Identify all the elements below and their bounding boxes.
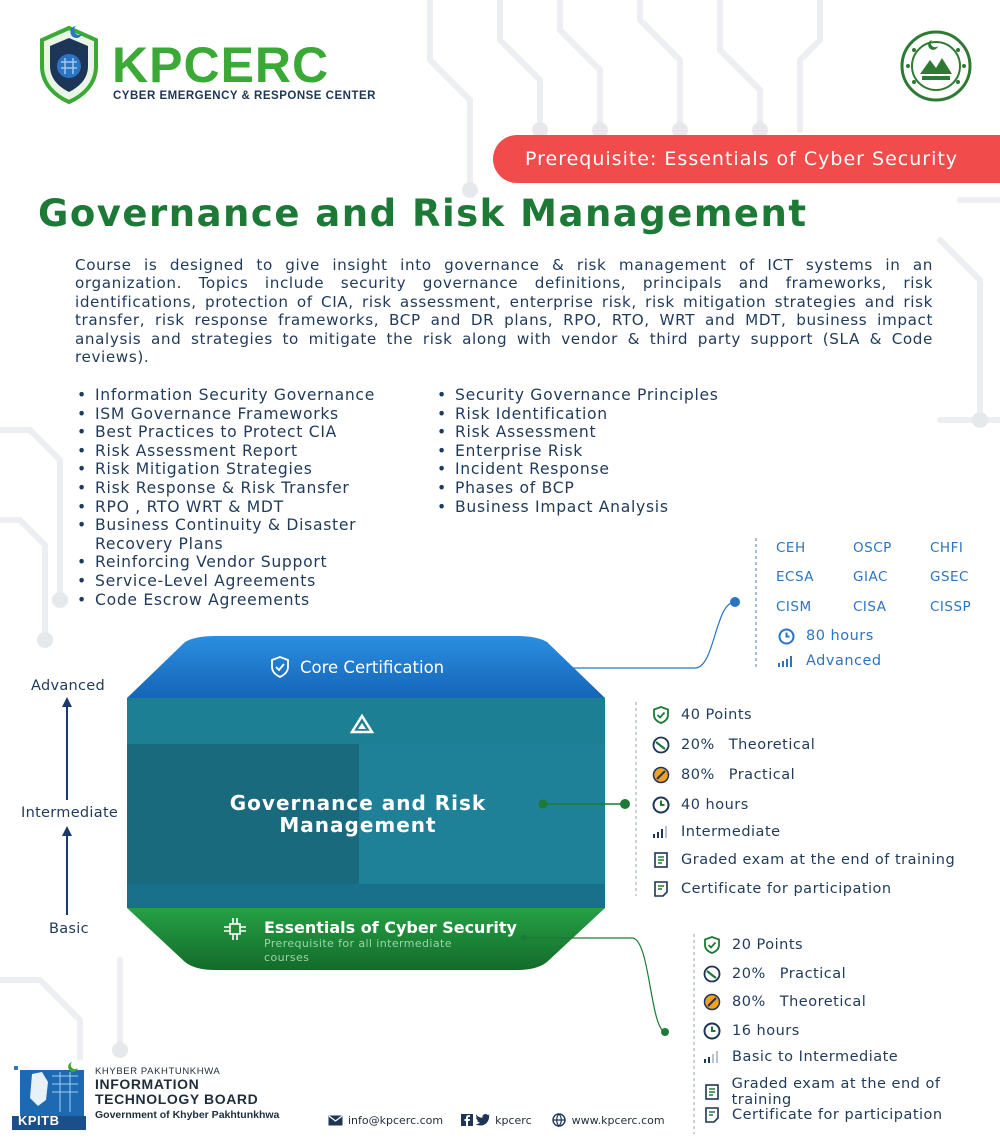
prereq-practical-label: Practical bbox=[779, 966, 847, 982]
mail-icon bbox=[328, 1115, 343, 1126]
level-arrows bbox=[60, 695, 74, 915]
topics-list-right bbox=[435, 386, 755, 516]
topic-item: • Incident Response bbox=[435, 460, 755, 479]
topic-item: • Business Continuity & Disaster Recovery Plans bbox=[75, 516, 380, 553]
gauge-icon bbox=[702, 992, 722, 1012]
prereq-connector bbox=[520, 928, 710, 1138]
topic-item: • Risk Assessment bbox=[435, 423, 755, 442]
kpitb-badge: KPITB bbox=[18, 1113, 60, 1128]
core-certification-label: Core Certification bbox=[300, 658, 445, 677]
theory-row bbox=[651, 735, 815, 755]
pyramid-title-line1: Governance and Risk bbox=[229, 791, 487, 815]
kpitb-line2: INFORMATION bbox=[95, 1076, 200, 1092]
kp-government-emblem bbox=[898, 28, 974, 104]
topic-item: • Best Practices to Protect CIA bbox=[75, 423, 380, 442]
globe-icon bbox=[552, 1113, 566, 1127]
gauge-icon bbox=[651, 735, 671, 755]
gauge-icon bbox=[651, 765, 671, 785]
certificate-row bbox=[651, 879, 892, 899]
cert-item: GIAC bbox=[853, 569, 888, 585]
signal-bars-icon bbox=[702, 1047, 722, 1067]
contact-email[interactable]: info@kpcerc.com bbox=[348, 1113, 444, 1127]
prereq-certificate-row bbox=[702, 1105, 943, 1125]
exam-sheet-icon bbox=[651, 850, 671, 870]
topic-item: • ISM Governance Frameworks bbox=[75, 405, 380, 424]
topics-list-left bbox=[75, 386, 375, 609]
level-advanced: Advanced bbox=[31, 678, 106, 694]
signal-bars-icon bbox=[651, 822, 671, 842]
topic-item: • Enterprise Risk bbox=[435, 442, 755, 461]
topic-item: • RPO , RTO WRT & MDT bbox=[75, 498, 380, 517]
course-title: Governance and Risk Management bbox=[38, 192, 808, 235]
level-basic: Basic bbox=[49, 921, 89, 937]
exam: Graded exam at the end of training bbox=[681, 852, 956, 868]
kpitb-line3: TECHNOLOGY BOARD bbox=[95, 1091, 259, 1107]
theory-percent: 20% bbox=[681, 737, 715, 753]
practical-percent: 80% bbox=[681, 767, 715, 783]
cert-item: CISSP bbox=[930, 599, 972, 615]
points-row bbox=[651, 705, 752, 725]
certificate-icon bbox=[651, 879, 671, 899]
prereq-points-row bbox=[702, 935, 803, 955]
kpitb-line4: Government of Khyber Pakhtunkhwa bbox=[95, 1109, 280, 1121]
topic-item: • Business Impact Analysis bbox=[435, 498, 755, 517]
prereq-level: Basic to Intermediate bbox=[732, 1049, 899, 1065]
contact-social[interactable]: kpcerc bbox=[495, 1113, 532, 1127]
clock-icon bbox=[651, 795, 671, 815]
points: 40 Points bbox=[681, 707, 753, 723]
signal-bars-icon bbox=[776, 651, 796, 671]
clock-icon bbox=[776, 626, 796, 646]
topic-item: • Risk Identification bbox=[435, 405, 755, 424]
level-row bbox=[651, 822, 781, 842]
shield-check-icon bbox=[702, 935, 722, 955]
level: Intermediate bbox=[681, 824, 781, 840]
pyramid-course-title bbox=[200, 792, 516, 836]
prereq-exam: Graded exam at the end of training bbox=[731, 1076, 941, 1108]
brand-subtitle: CYBER EMERGENCY & RESPONSE CENTER bbox=[113, 90, 376, 102]
shield-check-icon bbox=[651, 705, 671, 725]
practical-label: Practical bbox=[728, 767, 796, 783]
topic-item: • Service-Level Agreements bbox=[75, 572, 380, 591]
exam-row bbox=[651, 850, 955, 870]
prereq-practical-percent: 20% bbox=[732, 966, 766, 982]
topic-item: • Phases of BCP bbox=[435, 479, 755, 498]
prereq-practical-row bbox=[702, 964, 846, 984]
prereq-level-row bbox=[702, 1047, 898, 1067]
cert-item: GSEC bbox=[930, 569, 969, 585]
prereq-theory-percent: 80% bbox=[732, 994, 766, 1010]
pyramid-title-line2: Management bbox=[279, 813, 437, 837]
topic-item: • Risk Response & Risk Transfer bbox=[75, 479, 380, 498]
practical-row bbox=[651, 765, 795, 785]
prereq-points: 20 Points bbox=[732, 937, 804, 953]
cert-item: OSCP bbox=[853, 540, 892, 556]
prereq-course-subtitle bbox=[264, 937, 452, 965]
cert-item: CHFI bbox=[930, 540, 964, 556]
contact-bar bbox=[328, 1113, 665, 1127]
kpitb-name bbox=[95, 1077, 258, 1107]
topic-item: • Risk Mitigation Strategies bbox=[75, 460, 380, 479]
prereq-theory-label: Theoretical bbox=[779, 994, 867, 1010]
exam-sheet-icon bbox=[702, 1082, 722, 1102]
shield-icon bbox=[270, 656, 290, 678]
core-level: Advanced bbox=[806, 653, 882, 669]
course-description: Course is designed to give insight into governance & risk management of ICT systems in an organization. Topics include security governance definitions, principals and frameworks, risk identifications, protection of CIA, risk assessment, enterprise risk, risk mitigation strategies and risk transfer, risk response frameworks, BCP and DR plans, RPO, RTO, WRT and MDT, business impact analysis and strategies to mitigate the risk along with vendor & third party support (SLA & Code reviews). bbox=[75, 256, 933, 367]
level-intermediate: Intermediate bbox=[21, 805, 119, 821]
cert-item: CEH bbox=[776, 540, 806, 556]
circuit-chip-icon bbox=[222, 916, 248, 942]
prereq-exam-row bbox=[702, 1076, 1000, 1108]
topic-item: • Security Governance Principles bbox=[435, 386, 755, 405]
prerequisite-label: Prerequisite: Essentials of Cyber Security bbox=[525, 148, 959, 170]
kpitb-line1: KHYBER PAKHTUNKHWA bbox=[95, 1066, 221, 1077]
kpcerc-shield-logo bbox=[36, 22, 102, 106]
hours: 40 hours bbox=[681, 797, 749, 813]
prereq-subtitle-line2: courses bbox=[264, 951, 310, 964]
twitter-icon[interactable] bbox=[476, 1114, 490, 1126]
topic-item: • Reinforcing Vendor Support bbox=[75, 553, 380, 572]
certificate-icon bbox=[702, 1105, 722, 1125]
prereq-hours-row bbox=[702, 1021, 800, 1041]
brand-name: KPCERC bbox=[112, 37, 330, 93]
prereq-course-title: Essentials of Cyber Security bbox=[264, 918, 517, 937]
cert-item: CISM bbox=[776, 599, 812, 615]
hours-row bbox=[651, 795, 749, 815]
clock-icon bbox=[702, 1021, 722, 1041]
certificate: Certificate for participation bbox=[681, 881, 892, 897]
prereq-theory-row bbox=[702, 992, 866, 1012]
facebook-icon[interactable] bbox=[461, 1114, 473, 1126]
topic-item: • Risk Assessment Report bbox=[75, 442, 380, 461]
core-level-row bbox=[776, 651, 882, 671]
prereq-subtitle-line1: Prerequisite for all intermediate bbox=[264, 937, 452, 950]
contact-website[interactable]: www.kpcerc.com bbox=[571, 1113, 665, 1127]
cert-item: CISA bbox=[853, 599, 887, 615]
core-hours-row bbox=[776, 626, 874, 646]
prereq-hours: 16 hours bbox=[732, 1023, 800, 1039]
topic-item: • Information Security Governance bbox=[75, 386, 380, 405]
cert-item: ECSA bbox=[776, 569, 815, 585]
prereq-certificate: Certificate for participation bbox=[732, 1107, 943, 1123]
core-hours: 80 hours bbox=[806, 628, 874, 644]
course-connector bbox=[535, 700, 645, 900]
theory-label: Theoretical bbox=[728, 737, 816, 753]
gauge-icon bbox=[702, 964, 722, 984]
topic-item: • Code Escrow Agreements bbox=[75, 591, 380, 610]
